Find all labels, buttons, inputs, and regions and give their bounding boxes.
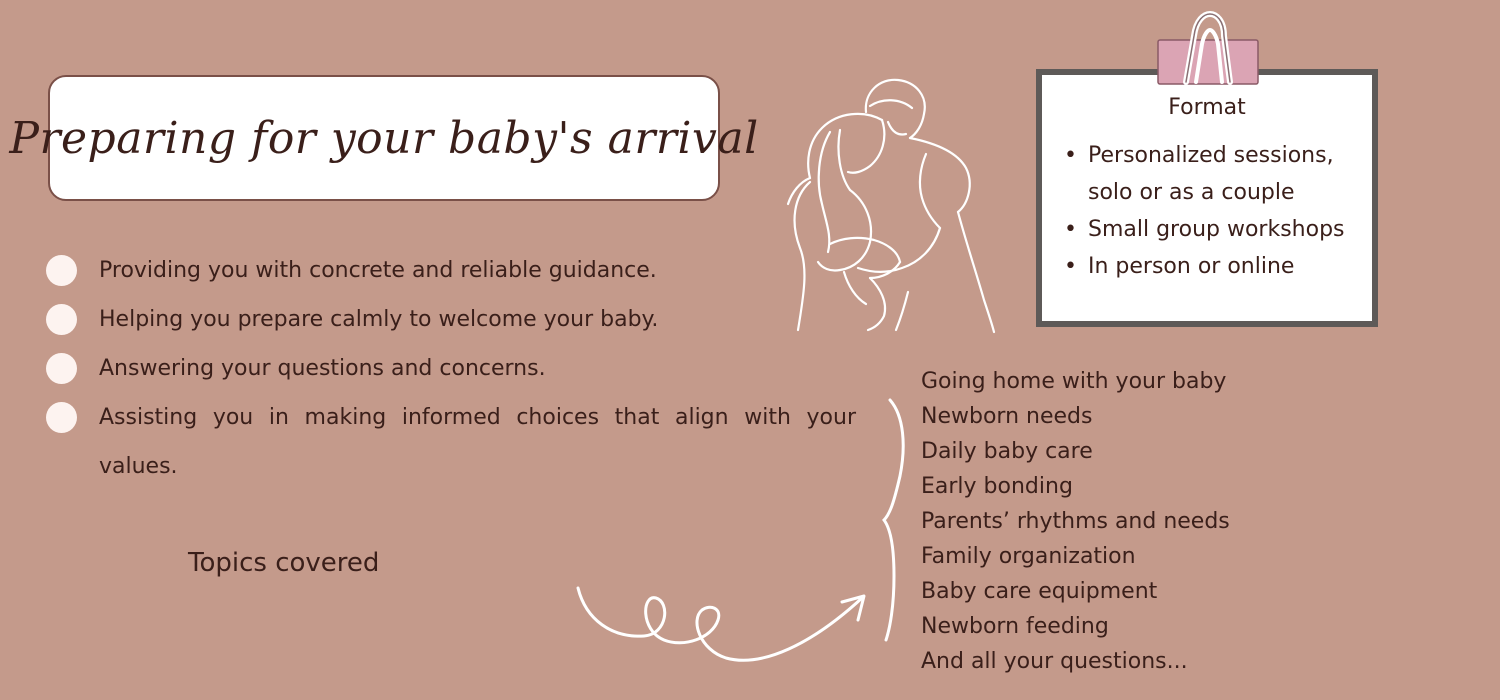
format-item-text: Small group workshops	[1088, 217, 1345, 242]
benefit-text: Assisting you in making informed choices that align with your values.	[99, 405, 856, 479]
benefits-list	[46, 246, 856, 491]
bullet-dot: •	[1064, 217, 1077, 242]
page-title: Preparing for your baby's arrival	[9, 112, 759, 164]
topic-item: Baby care equipment	[921, 579, 1158, 604]
title-card	[9, 75, 759, 201]
benefit-text: Helping you prepare calmly to welcome your baby.	[99, 307, 659, 332]
format-item	[1064, 248, 1376, 285]
format-list	[1064, 137, 1376, 285]
topic-item: Going home with your baby	[921, 369, 1227, 394]
format-item	[1064, 137, 1376, 211]
bullet-dot	[46, 255, 77, 286]
benefit-text: Providing you with concrete and reliable guidance.	[99, 258, 657, 283]
paper-clip-icon	[1152, 10, 1264, 86]
bullet-dot: •	[1064, 254, 1077, 279]
topics-covered-label: Topics covered	[188, 548, 380, 578]
benefit-text: Answering your questions and concerns.	[99, 356, 546, 381]
swirl-arrow-icon	[572, 580, 872, 678]
topics-list	[921, 364, 1230, 679]
curly-brace-icon	[876, 396, 916, 644]
format-title: Format	[1168, 95, 1246, 120]
topic-item: Early bonding	[921, 474, 1073, 499]
bullet-dot	[46, 304, 77, 335]
benefit-item	[46, 344, 856, 393]
benefit-item	[46, 246, 856, 295]
topic-item: Newborn needs	[921, 404, 1093, 429]
couple-line-art-icon	[770, 72, 1002, 334]
format-item-text: In person or online	[1088, 254, 1295, 279]
format-card	[1036, 69, 1378, 327]
benefit-item	[46, 295, 856, 344]
format-item-text: Personalized sessions, solo or as a couple	[1088, 143, 1334, 205]
topic-item: Newborn feeding	[921, 614, 1109, 639]
topic-item: Family organization	[921, 544, 1136, 569]
topic-item: Daily baby care	[921, 439, 1093, 464]
format-item	[1064, 211, 1376, 248]
bullet-dot	[46, 402, 77, 433]
bullet-dot	[46, 353, 77, 384]
topic-item: Parents’ rhythms and needs	[921, 509, 1230, 534]
benefit-item	[46, 393, 856, 491]
topic-item: And all your questions...	[921, 649, 1188, 674]
bullet-dot: •	[1064, 143, 1077, 168]
